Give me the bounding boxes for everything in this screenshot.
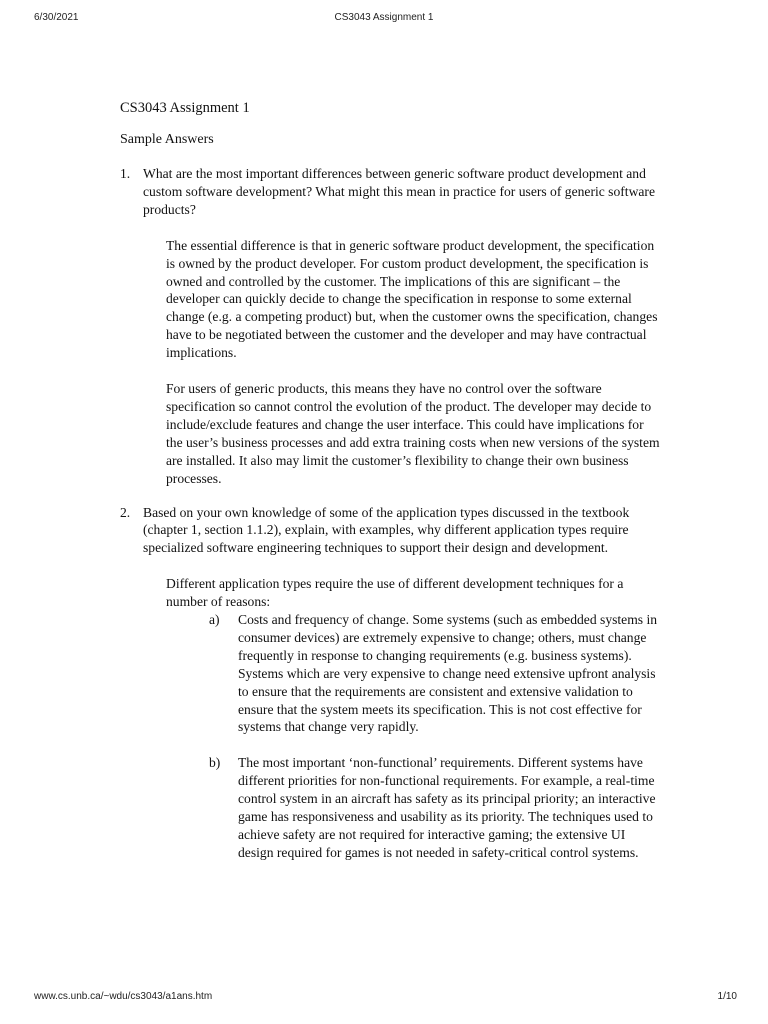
question-text: What are the most important differences between generic software product development and custom software development? What might this mean in practice for users of generic software products? <box>143 166 655 217</box>
list-item <box>209 754 660 861</box>
document-body <box>120 99 660 862</box>
list-item-text: The most important ‘non-functional’ requirements. Different systems have different priorities for non-functional requirements. For example, a real-time control system in an aircraft has safety as its principal priority; an interactive game has responsiveness and usability as its priority. The techniques used to achieve safety are not required for interactive gaming; the extensive UI design required for games is not needed in safety-critical control systems. <box>238 755 656 860</box>
document-title: CS3043 Assignment 1 <box>120 100 250 116</box>
list-item <box>209 611 660 736</box>
list-item-label: b) <box>209 755 221 771</box>
print-date: 6/30/2021 <box>34 12 79 23</box>
print-header <box>0 12 768 28</box>
list-item-label: a) <box>209 612 220 628</box>
answer-intro: Different application types require the use of different development techniques for a number of reasons: <box>166 576 624 610</box>
question-text: Based on your own knowledge of some of the application types discussed in the textbook (chapter 1, section 1.1.2), explain, with examples, why different application types require specialized software engineering techniques to support their design and development. <box>143 504 630 556</box>
question-1 <box>120 165 660 488</box>
print-page-title: CS3043 Assignment 1 <box>334 12 434 23</box>
answer-1 <box>166 237 660 488</box>
page-number: 1/10 <box>717 991 737 1002</box>
list-item-text: Costs and frequency of change. Some systems (such as embedded systems in consumer devices) are extremely expensive to change; others, must change frequently in response to changing requirements (e.g. business systems). Systems which are very expensive to change need extensive upfront analysis to ensure that the requirements are consistent and extensive validation to ensure that the system meets its specification. This is not cost effective for systems that change very rapidly. <box>238 612 658 735</box>
source-url: www.cs.unb.ca/~wdu/cs3043/a1ans.htm <box>34 991 213 1002</box>
question-number: 2. <box>120 504 131 520</box>
answer-paragraph: For users of generic products, this means they have no control over the software specification so cannot control the evolution of the product. The developer may decide to include/exclude features and change the user interface. This could have implications for the user’s business processes and add extra training costs when new versions of the system are installed. It also may limit the customer’s flexibility to change their own business processes. <box>166 381 660 486</box>
reasons-list <box>209 611 660 862</box>
print-footer <box>0 991 768 1007</box>
document-subtitle: Sample Answers <box>120 132 214 147</box>
answer-2 <box>166 575 660 862</box>
question-2 <box>120 504 660 862</box>
question-number: 1. <box>120 166 131 181</box>
answer-paragraph: The essential difference is that in generic software product development, the specification is owned by the product developer. For custom product development, the specification is owned and controlled by the customer. The implications of this are significant – the developer can quickly decide to change the specification in response to some external change (e.g. a competing product) but, when the customer owns the specification, changes have to be negotiated between the customer and the developer and may have contractual implications. <box>166 237 658 361</box>
